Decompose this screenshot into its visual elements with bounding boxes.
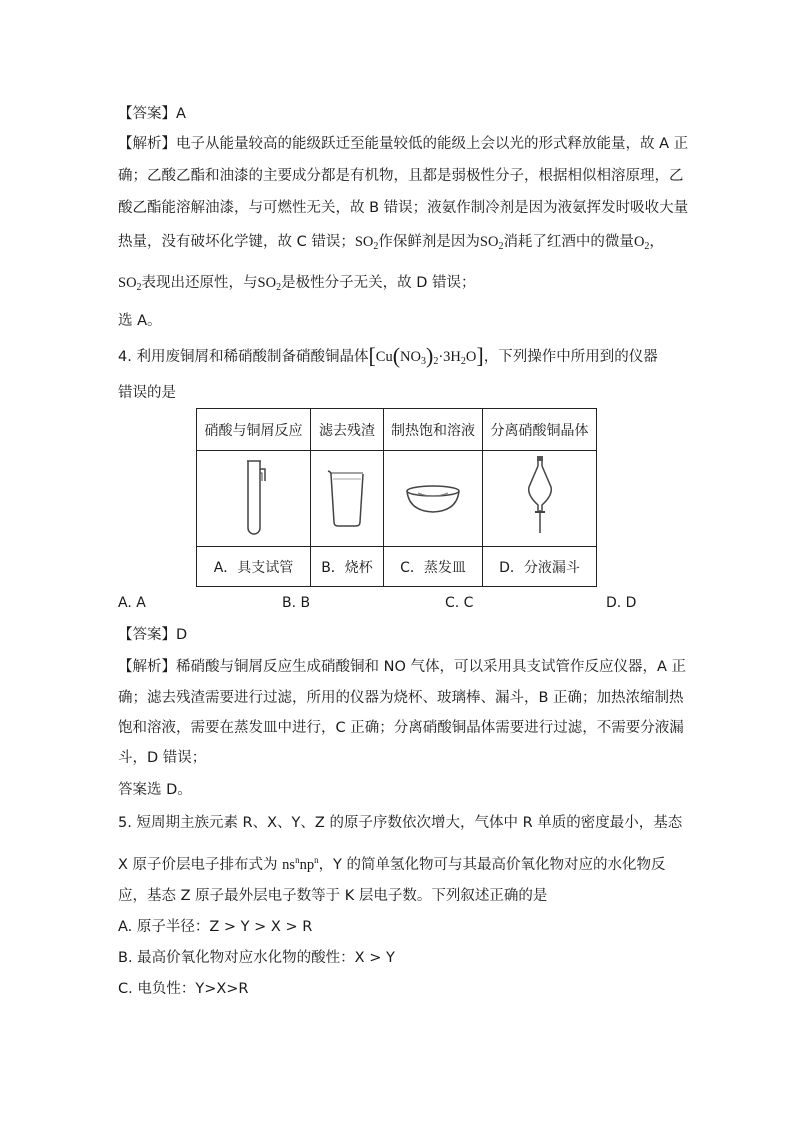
- formula-so2: $SO_2$: [354, 234, 379, 252]
- table-header-cell: 制热饱和溶液: [384, 409, 483, 451]
- table-label-cell: D．分液漏斗: [483, 547, 597, 587]
- table-header-cell: 分离硝酸铜晶体: [483, 409, 597, 451]
- q3-analysis-line-2: 确；乙酸乙酯和油漆的主要成分都是有机物，且都是弱极性分子，根据相似相溶原理，乙: [118, 168, 684, 184]
- table-label-cell: B．烧杯: [311, 547, 384, 587]
- answer-value: A: [176, 106, 186, 122]
- side-arm-test-tube-icon: [234, 453, 274, 541]
- evaporating-dish-cell: [384, 451, 483, 547]
- table-image-row: [197, 451, 597, 547]
- formula-so2: $SO_2$: [257, 275, 282, 293]
- q4-option-b: B. B: [282, 595, 311, 611]
- instrument-table: [196, 408, 597, 587]
- formula-copper-nitrate: $[Cu(NO_3)_2\cdot 3H_2O]$: [368, 343, 484, 368]
- analysis-label: 【解析】: [118, 659, 176, 675]
- q3-select: 选 A。: [118, 313, 162, 329]
- q4-analysis-line-2: 确；滤去残渣需要进行过滤，所用的仪器为烧杯、玻璃棒、漏斗，B 正确；加热浓缩制热: [118, 690, 684, 706]
- q4-option-a: A. A: [118, 595, 146, 611]
- q3-analysis-line-4: 热量，没有破坏化学键，故 C 错误；$SO_2$作保鲜剂是因为$SO_2$消耗了红酒中的微量$O_2$，: [118, 234, 664, 252]
- separatory-funnel-cell: [483, 451, 597, 547]
- table-header-cell: 滤去残渣: [311, 409, 384, 451]
- q4-stem-line-1: 4. 利用废铜屑和稀硝酸制备硝酸铜晶体$[Cu(NO_3)_2\cdot 3H_2O]$，下列操作中所用到的仪器: [118, 343, 658, 368]
- formula-so2: $SO_2$: [118, 275, 142, 293]
- side-arm-test-tube-cell: [197, 451, 311, 547]
- beaker-icon: [323, 462, 371, 532]
- formula-o2: $O_2$: [633, 234, 650, 252]
- evaporating-dish-icon: [400, 475, 466, 519]
- q4-stem-line-2: 错误的是: [118, 385, 176, 401]
- answer-label: 【答案】: [118, 106, 176, 122]
- answer-value: D: [176, 627, 188, 643]
- formula-so2: $SO_2$: [479, 234, 504, 252]
- table-header-cell: 硝酸与铜屑反应: [197, 409, 311, 451]
- separatory-funnel-icon: [520, 453, 560, 541]
- q3-analysis-line-1: 【解析】电子从能量较高的能级跃迁至能量较低的能级上会以光的形式释放能量，故 A 正: [118, 136, 689, 152]
- q4-analysis-line-3: 饱和溶液，需要在蒸发皿中进行，C 正确；分离硝酸铜晶体需要进行过滤，不需要分液漏: [118, 720, 684, 736]
- analysis-label: 【解析】: [118, 136, 176, 152]
- beaker-cell: [311, 451, 384, 547]
- table-header-row: [197, 409, 597, 451]
- q3-analysis-line-5: $SO_2$表现出还原性，与$SO_2$是极性分子无关，故 D 错误；: [118, 275, 476, 293]
- q5-stem-line-1: 5. 短周期主族元素 R、X、Y、Z 的原子序数依次增大，气体中 R 单质的密度最小，基态: [118, 815, 683, 831]
- q4-answer: [118, 625, 187, 645]
- q5-option-a: A. 原子半径：Z > Y > X > R: [118, 919, 313, 935]
- table-label-cell: A．具支试管: [197, 547, 311, 587]
- q4-option-c: C. C: [445, 595, 474, 611]
- answer-label: 【答案】: [118, 627, 176, 643]
- q4-analysis-line-1: 【解析】稀硝酸与铜屑反应生成硝酸铜和 NO 气体，可以采用具支试管作反应仪器，A 正: [118, 659, 687, 675]
- table-label-cell: C．蒸发皿: [384, 547, 483, 587]
- q3-answer: [118, 104, 186, 124]
- q5-option-c: C. 电负性：Y>X>R: [118, 981, 249, 997]
- q5-stem-line-2: X 原子价层电子排布式为 $ns^nnp^n$，Y 的简单氢化物可与其最高价氧化物对应的水化物反: [118, 855, 666, 873]
- q4-analysis-line-4: 斗，D 错误；: [118, 750, 207, 766]
- q4-option-d: D. D: [606, 595, 637, 611]
- q3-analysis-line-3: 酸乙酯能溶解油漆，与可燃性无关，故 B 错误；液氨作制冷剂是因为液氨挥发时吸收大量: [118, 200, 689, 216]
- table-label-row: [197, 547, 597, 587]
- q5-option-b: B. 最高价氧化物对应水化物的酸性：X > Y: [118, 950, 395, 966]
- q5-stem-line-3: 应，基态 Z 原子最外层电子数等于 K 层电子数。下列叙述正确的是: [118, 888, 548, 904]
- q4-select: 答案选 D。: [118, 782, 192, 798]
- electron-configuration: $ns^nnp^n$: [282, 855, 319, 873]
